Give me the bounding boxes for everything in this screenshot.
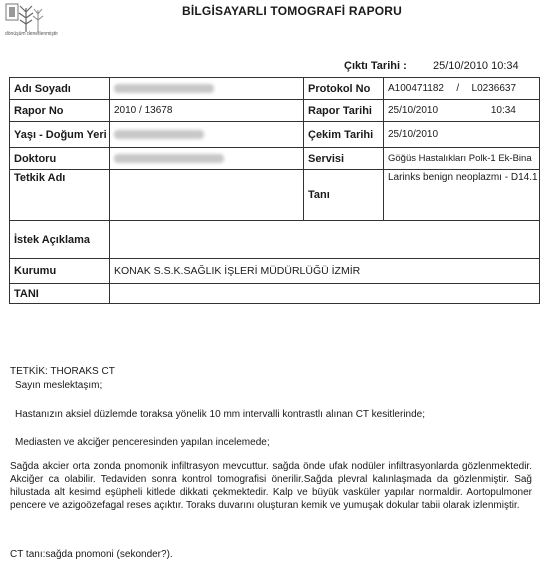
print-date-value: 25/10/2010 10:34 <box>433 60 519 72</box>
report-no-value: 2010 / 13678 <box>110 100 304 122</box>
exam-label: Tetkik Adı <box>10 170 110 221</box>
row-age <box>10 122 540 148</box>
request-value <box>110 221 540 259</box>
age-label: Yaşı - Doğum Yeri <box>10 122 110 148</box>
row-doctor <box>10 148 540 170</box>
report-no-label: Rapor No <box>10 100 110 122</box>
patient-info-table <box>9 77 540 304</box>
protocol-separator: / <box>456 83 460 94</box>
protocol-number-1: A100471182 <box>388 83 444 94</box>
report-time-value: 10:34 <box>490 105 516 116</box>
service-label: Servisi <box>304 148 384 170</box>
row-institution <box>10 259 540 284</box>
redacted-name <box>114 84 214 93</box>
row-exam <box>10 170 540 221</box>
paragraph-2: Mediasten ve akciğer penceresinden yapılan incelemede; <box>15 437 270 448</box>
request-label: İstek Açıklama <box>10 221 110 259</box>
row-name <box>10 78 540 100</box>
paragraph-1: Hastanızın aksiel düzlemde toraksa yönelik 10 mm intervalli kontrastlı alınan CT kesitlerinde; <box>15 409 425 420</box>
shoot-date-value: 25/10/2010 <box>384 122 540 148</box>
protocol-number-2: L0236637 <box>471 83 517 94</box>
print-date-label: Çıktı Tarihi : <box>344 60 407 72</box>
tani-label: TANI <box>10 284 110 304</box>
service-value: Göğüs Hastalıkları Polk-1 Ek-Bina <box>384 148 540 170</box>
name-value <box>110 78 304 100</box>
report-date-value: 25/10/2010 <box>388 105 439 116</box>
row-report <box>10 100 540 122</box>
institution-value: KONAK S.S.K.SAĞLIK İŞLERİ MÜDÜRLÜĞÜ İZMİR <box>110 259 540 284</box>
report-date-label: Rapor Tarihi <box>304 100 384 122</box>
tani-value <box>110 284 540 304</box>
exam-line: TETKİK: THORAKS CT <box>10 366 115 377</box>
diagnosis-value: Larinks benign neoplazmı - D14.1 <box>384 170 540 221</box>
row-request <box>10 221 540 259</box>
institution-label: Kurumu <box>10 259 110 284</box>
diagnosis-label: Tanı <box>304 170 384 221</box>
report-title: BİLGİSAYARLI TOMOGRAFİ RAPORU <box>182 4 403 18</box>
protocol-label: Protokol No <box>304 78 384 100</box>
doctor-label: Doktoru <box>10 148 110 170</box>
greeting: Sayın meslektaşım; <box>15 380 103 391</box>
shoot-date-label: Çekim Tarihi <box>304 122 384 148</box>
logo-caption: dönüşüm denetlenmiştir <box>5 31 59 37</box>
redacted-doctor <box>114 154 224 163</box>
protocol-value <box>384 78 540 100</box>
age-value <box>110 122 304 148</box>
exam-value <box>110 170 304 221</box>
conclusion: CT tanı:sağda pnomoni (sekonder?). <box>10 549 173 560</box>
row-tani <box>10 284 540 304</box>
redacted-age <box>114 130 204 139</box>
report-date-cell <box>384 100 540 122</box>
doctor-value <box>110 148 304 170</box>
paragraph-3: Sağda akcier orta zonda pnomonik infiltrasyon mevcuttur. sağda önde ufak nodüler infiltrasyonlarda gözlenmektedir. Akciğer ca olabilir. Tedaviden sonra kontrol tomografisi önerilir.Sağda plevral kalınlaşmada da gözlenmiştir. Sağ hilustada alt kesimd eşüpheli kitlede dikkati çekmektedir. Kalp ve büyük vasküler yapılar normaldir. Aortopulmoner pencere ve azigoözefagal reses açıktır. Toraks duvarını oluşturan kemik ve yumuşak dokular tabii olarak izlenmiştir. <box>10 461 532 511</box>
name-label: Adı Soyadı <box>10 78 110 100</box>
